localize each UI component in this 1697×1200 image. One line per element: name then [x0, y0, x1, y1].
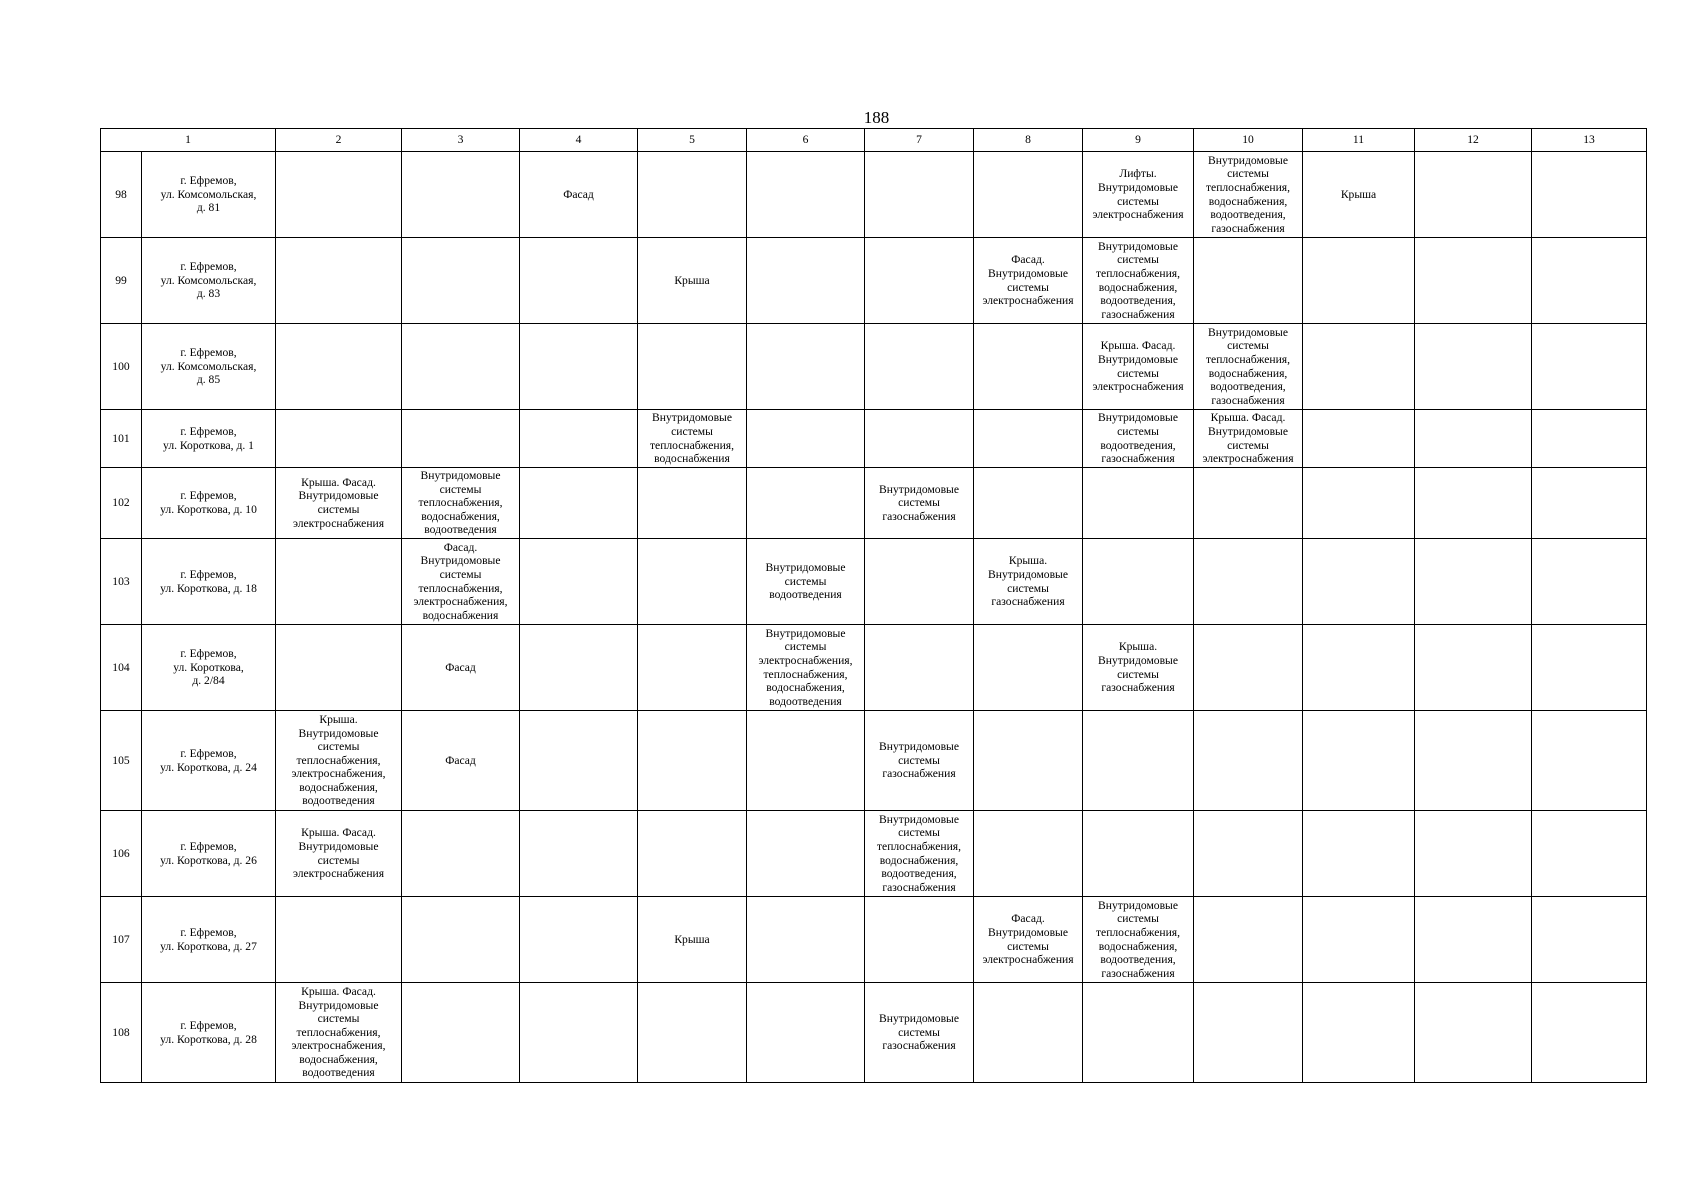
cell-col-6	[747, 897, 865, 983]
cell-col-8	[974, 152, 1083, 238]
row-number: 106	[101, 811, 142, 897]
table-row	[101, 625, 1647, 711]
column-header: 5	[638, 129, 747, 152]
cell-col-11	[1303, 324, 1415, 410]
cell-col-7: Внутридомовые системы газоснабжения	[865, 983, 974, 1083]
row-number: 98	[101, 152, 142, 238]
column-header: 6	[747, 129, 865, 152]
column-header: 4	[520, 129, 638, 152]
cell-col-4	[520, 324, 638, 410]
row-number: 108	[101, 983, 142, 1083]
cell-col-11	[1303, 410, 1415, 468]
cell-col-10	[1194, 711, 1303, 811]
cell-col-4	[520, 410, 638, 468]
cell-col-5	[638, 324, 747, 410]
cell-col-13	[1532, 897, 1647, 983]
cell-col-4	[520, 539, 638, 625]
cell-col-8	[974, 324, 1083, 410]
cell-col-5	[638, 711, 747, 811]
table-row	[101, 152, 1647, 238]
cell-col-2: Крыша. Внутридомовые системы теплоснабжения, электроснабжения, водоснабжения, водоотведения	[276, 711, 402, 811]
cell-col-7	[865, 152, 974, 238]
cell-col-13	[1532, 711, 1647, 811]
cell-col-7: Внутридомовые системы газоснабжения	[865, 711, 974, 811]
address-cell: г. Ефремов, ул. Короткова, д. 10	[142, 468, 276, 539]
table-row	[101, 811, 1647, 897]
cell-col-13	[1532, 152, 1647, 238]
cell-col-4	[520, 711, 638, 811]
cell-col-4	[520, 897, 638, 983]
cell-col-13	[1532, 324, 1647, 410]
row-number: 105	[101, 711, 142, 811]
cell-col-13	[1532, 539, 1647, 625]
cell-col-12	[1415, 324, 1532, 410]
cell-col-12	[1415, 410, 1532, 468]
table-row	[101, 324, 1647, 410]
cell-col-8: Фасад. Внутридомовые системы электроснабжения	[974, 897, 1083, 983]
cell-col-8	[974, 711, 1083, 811]
cell-col-10: Внутридомовые системы теплоснабжения, водоснабжения, водоотведения, газоснабжения	[1194, 324, 1303, 410]
cell-col-9: Внутридомовые системы водоотведения, газоснабжения	[1083, 410, 1194, 468]
cell-col-6	[747, 811, 865, 897]
cell-col-3	[402, 897, 520, 983]
cell-col-9: Внутридомовые системы теплоснабжения, водоснабжения, водоотведения, газоснабжения	[1083, 238, 1194, 324]
cell-col-2: Крыша. Фасад. Внутридомовые системы электроснабжения	[276, 468, 402, 539]
cell-col-8	[974, 811, 1083, 897]
cell-col-3	[402, 238, 520, 324]
row-number: 100	[101, 324, 142, 410]
page-number: 188	[863, 108, 890, 127]
cell-col-7: Внутридомовые системы газоснабжения	[865, 468, 974, 539]
cell-col-13	[1532, 625, 1647, 711]
cell-col-13	[1532, 410, 1647, 468]
cell-col-2: Крыша. Фасад. Внутридомовые системы теплоснабжения, электроснабжения, водоснабжения, водоотведения	[276, 983, 402, 1083]
cell-col-3: Фасад	[402, 711, 520, 811]
cell-col-9	[1083, 711, 1194, 811]
cell-col-10: Крыша. Фасад. Внутридомовые системы электроснабжения	[1194, 410, 1303, 468]
cell-col-4	[520, 468, 638, 539]
cell-col-3	[402, 811, 520, 897]
cell-col-8	[974, 983, 1083, 1083]
cell-col-10	[1194, 468, 1303, 539]
cell-col-3: Фасад	[402, 625, 520, 711]
cell-col-5: Крыша	[638, 897, 747, 983]
cell-col-2: Крыша. Фасад. Внутридомовые системы электроснабжения	[276, 811, 402, 897]
cell-col-6	[747, 410, 865, 468]
cell-col-7	[865, 410, 974, 468]
column-header: 3	[402, 129, 520, 152]
column-header: 13	[1532, 129, 1647, 152]
cell-col-2	[276, 539, 402, 625]
cell-col-2	[276, 625, 402, 711]
row-number: 102	[101, 468, 142, 539]
row-number: 103	[101, 539, 142, 625]
cell-col-2	[276, 152, 402, 238]
cell-col-10	[1194, 238, 1303, 324]
cell-col-11	[1303, 711, 1415, 811]
cell-col-13	[1532, 983, 1647, 1083]
cell-col-3	[402, 152, 520, 238]
cell-col-3	[402, 983, 520, 1083]
cell-col-12	[1415, 152, 1532, 238]
cell-col-12	[1415, 711, 1532, 811]
cell-col-8	[974, 410, 1083, 468]
cell-col-10	[1194, 983, 1303, 1083]
cell-col-13	[1532, 468, 1647, 539]
cell-col-6	[747, 238, 865, 324]
cell-col-12	[1415, 539, 1532, 625]
cell-col-7	[865, 897, 974, 983]
cell-col-10	[1194, 539, 1303, 625]
cell-col-7: Внутридомовые системы теплоснабжения, водоснабжения, водоотведения, газоснабжения	[865, 811, 974, 897]
cell-col-7	[865, 625, 974, 711]
cell-col-6	[747, 983, 865, 1083]
cell-col-5	[638, 625, 747, 711]
cell-col-6	[747, 152, 865, 238]
cell-col-8	[974, 468, 1083, 539]
address-cell: г. Ефремов, ул. Комсомольская, д. 85	[142, 324, 276, 410]
cell-col-2	[276, 324, 402, 410]
cell-col-11	[1303, 238, 1415, 324]
cell-col-12	[1415, 983, 1532, 1083]
cell-col-12	[1415, 625, 1532, 711]
cell-col-11: Крыша	[1303, 152, 1415, 238]
address-cell: г. Ефремов, ул. Короткова, д. 2/84	[142, 625, 276, 711]
cell-col-5: Крыша	[638, 238, 747, 324]
cell-col-12	[1415, 238, 1532, 324]
table-row	[101, 711, 1647, 811]
cell-col-3	[402, 324, 520, 410]
address-cell: г. Ефремов, ул. Короткова, д. 24	[142, 711, 276, 811]
column-header: 12	[1415, 129, 1532, 152]
column-number-row	[101, 129, 1647, 152]
row-number: 104	[101, 625, 142, 711]
cell-col-7	[865, 539, 974, 625]
cell-col-11	[1303, 811, 1415, 897]
cell-col-4	[520, 983, 638, 1083]
cell-col-9	[1083, 983, 1194, 1083]
cell-col-6	[747, 468, 865, 539]
cell-col-3: Фасад. Внутридомовые системы теплоснабжения, электроснабжения, водоснабжения	[402, 539, 520, 625]
cell-col-11	[1303, 468, 1415, 539]
address-cell: г. Ефремов, ул. Комсомольская, д. 83	[142, 238, 276, 324]
cell-col-5	[638, 811, 747, 897]
cell-col-8: Крыша. Внутридомовые системы газоснабжения	[974, 539, 1083, 625]
cell-col-12	[1415, 811, 1532, 897]
cell-col-9	[1083, 811, 1194, 897]
cell-col-12	[1415, 468, 1532, 539]
cell-col-6: Внутридомовые системы электроснабжения, теплоснабжения, водоснабжения, водоотведения	[747, 625, 865, 711]
table-row	[101, 410, 1647, 468]
cell-col-5: Внутридомовые системы теплоснабжения, водоснабжения	[638, 410, 747, 468]
table-row	[101, 897, 1647, 983]
cell-col-5	[638, 983, 747, 1083]
cell-col-11	[1303, 983, 1415, 1083]
cell-col-9: Лифты. Внутридомовые системы электроснабжения	[1083, 152, 1194, 238]
cell-col-12	[1415, 897, 1532, 983]
cell-col-10: Внутридомовые системы теплоснабжения, водоснабжения, водоотведения, газоснабжения	[1194, 152, 1303, 238]
address-cell: г. Ефремов, ул. Короткова, д. 28	[142, 983, 276, 1083]
cell-col-11	[1303, 625, 1415, 711]
column-header: 2	[276, 129, 402, 152]
cell-col-5	[638, 468, 747, 539]
cell-col-13	[1532, 238, 1647, 324]
cell-col-7	[865, 324, 974, 410]
cell-col-4	[520, 625, 638, 711]
column-header: 7	[865, 129, 974, 152]
cell-col-4	[520, 811, 638, 897]
cell-col-6	[747, 324, 865, 410]
cell-col-9	[1083, 539, 1194, 625]
cell-col-9	[1083, 468, 1194, 539]
cell-col-13	[1532, 811, 1647, 897]
cell-col-2	[276, 897, 402, 983]
cell-col-6	[747, 711, 865, 811]
cell-col-4: Фасад	[520, 152, 638, 238]
cell-col-2	[276, 238, 402, 324]
address-cell: г. Ефремов, ул. Короткова, д. 27	[142, 897, 276, 983]
column-header: 11	[1303, 129, 1415, 152]
cell-col-3	[402, 410, 520, 468]
column-header: 8	[974, 129, 1083, 152]
cell-col-6: Внутридомовые системы водоотведения	[747, 539, 865, 625]
cell-col-10	[1194, 625, 1303, 711]
cell-col-9: Внутридомовые системы теплоснабжения, водоснабжения, водоотведения, газоснабжения	[1083, 897, 1194, 983]
column-header: 10	[1194, 129, 1303, 152]
table-row	[101, 539, 1647, 625]
address-cell: г. Ефремов, ул. Короткова, д. 18	[142, 539, 276, 625]
cell-col-8: Фасад. Внутридомовые системы электроснабжения	[974, 238, 1083, 324]
cell-col-9: Крыша. Внутридомовые системы газоснабжения	[1083, 625, 1194, 711]
row-number: 99	[101, 238, 142, 324]
row-number: 101	[101, 410, 142, 468]
address-cell: г. Ефремов, ул. Комсомольская, д. 81	[142, 152, 276, 238]
cell-col-4	[520, 238, 638, 324]
cell-col-2	[276, 410, 402, 468]
cell-col-5	[638, 539, 747, 625]
row-number: 107	[101, 897, 142, 983]
column-header: 9	[1083, 129, 1194, 152]
cell-col-3: Внутридомовые системы теплоснабжения, водоснабжения, водоотведения	[402, 468, 520, 539]
cell-col-7	[865, 238, 974, 324]
cell-col-10	[1194, 811, 1303, 897]
column-header: 1	[101, 129, 276, 152]
cell-col-11	[1303, 897, 1415, 983]
cell-col-10	[1194, 897, 1303, 983]
cell-col-8	[974, 625, 1083, 711]
table-row	[101, 238, 1647, 324]
address-cell: г. Ефремов, ул. Короткова, д. 1	[142, 410, 276, 468]
repair-schedule-table	[100, 128, 1647, 1083]
cell-col-5	[638, 152, 747, 238]
address-cell: г. Ефремов, ул. Короткова, д. 26	[142, 811, 276, 897]
cell-col-11	[1303, 539, 1415, 625]
table-row	[101, 468, 1647, 539]
table-row	[101, 983, 1647, 1083]
cell-col-9: Крыша. Фасад. Внутридомовые системы электроснабжения	[1083, 324, 1194, 410]
